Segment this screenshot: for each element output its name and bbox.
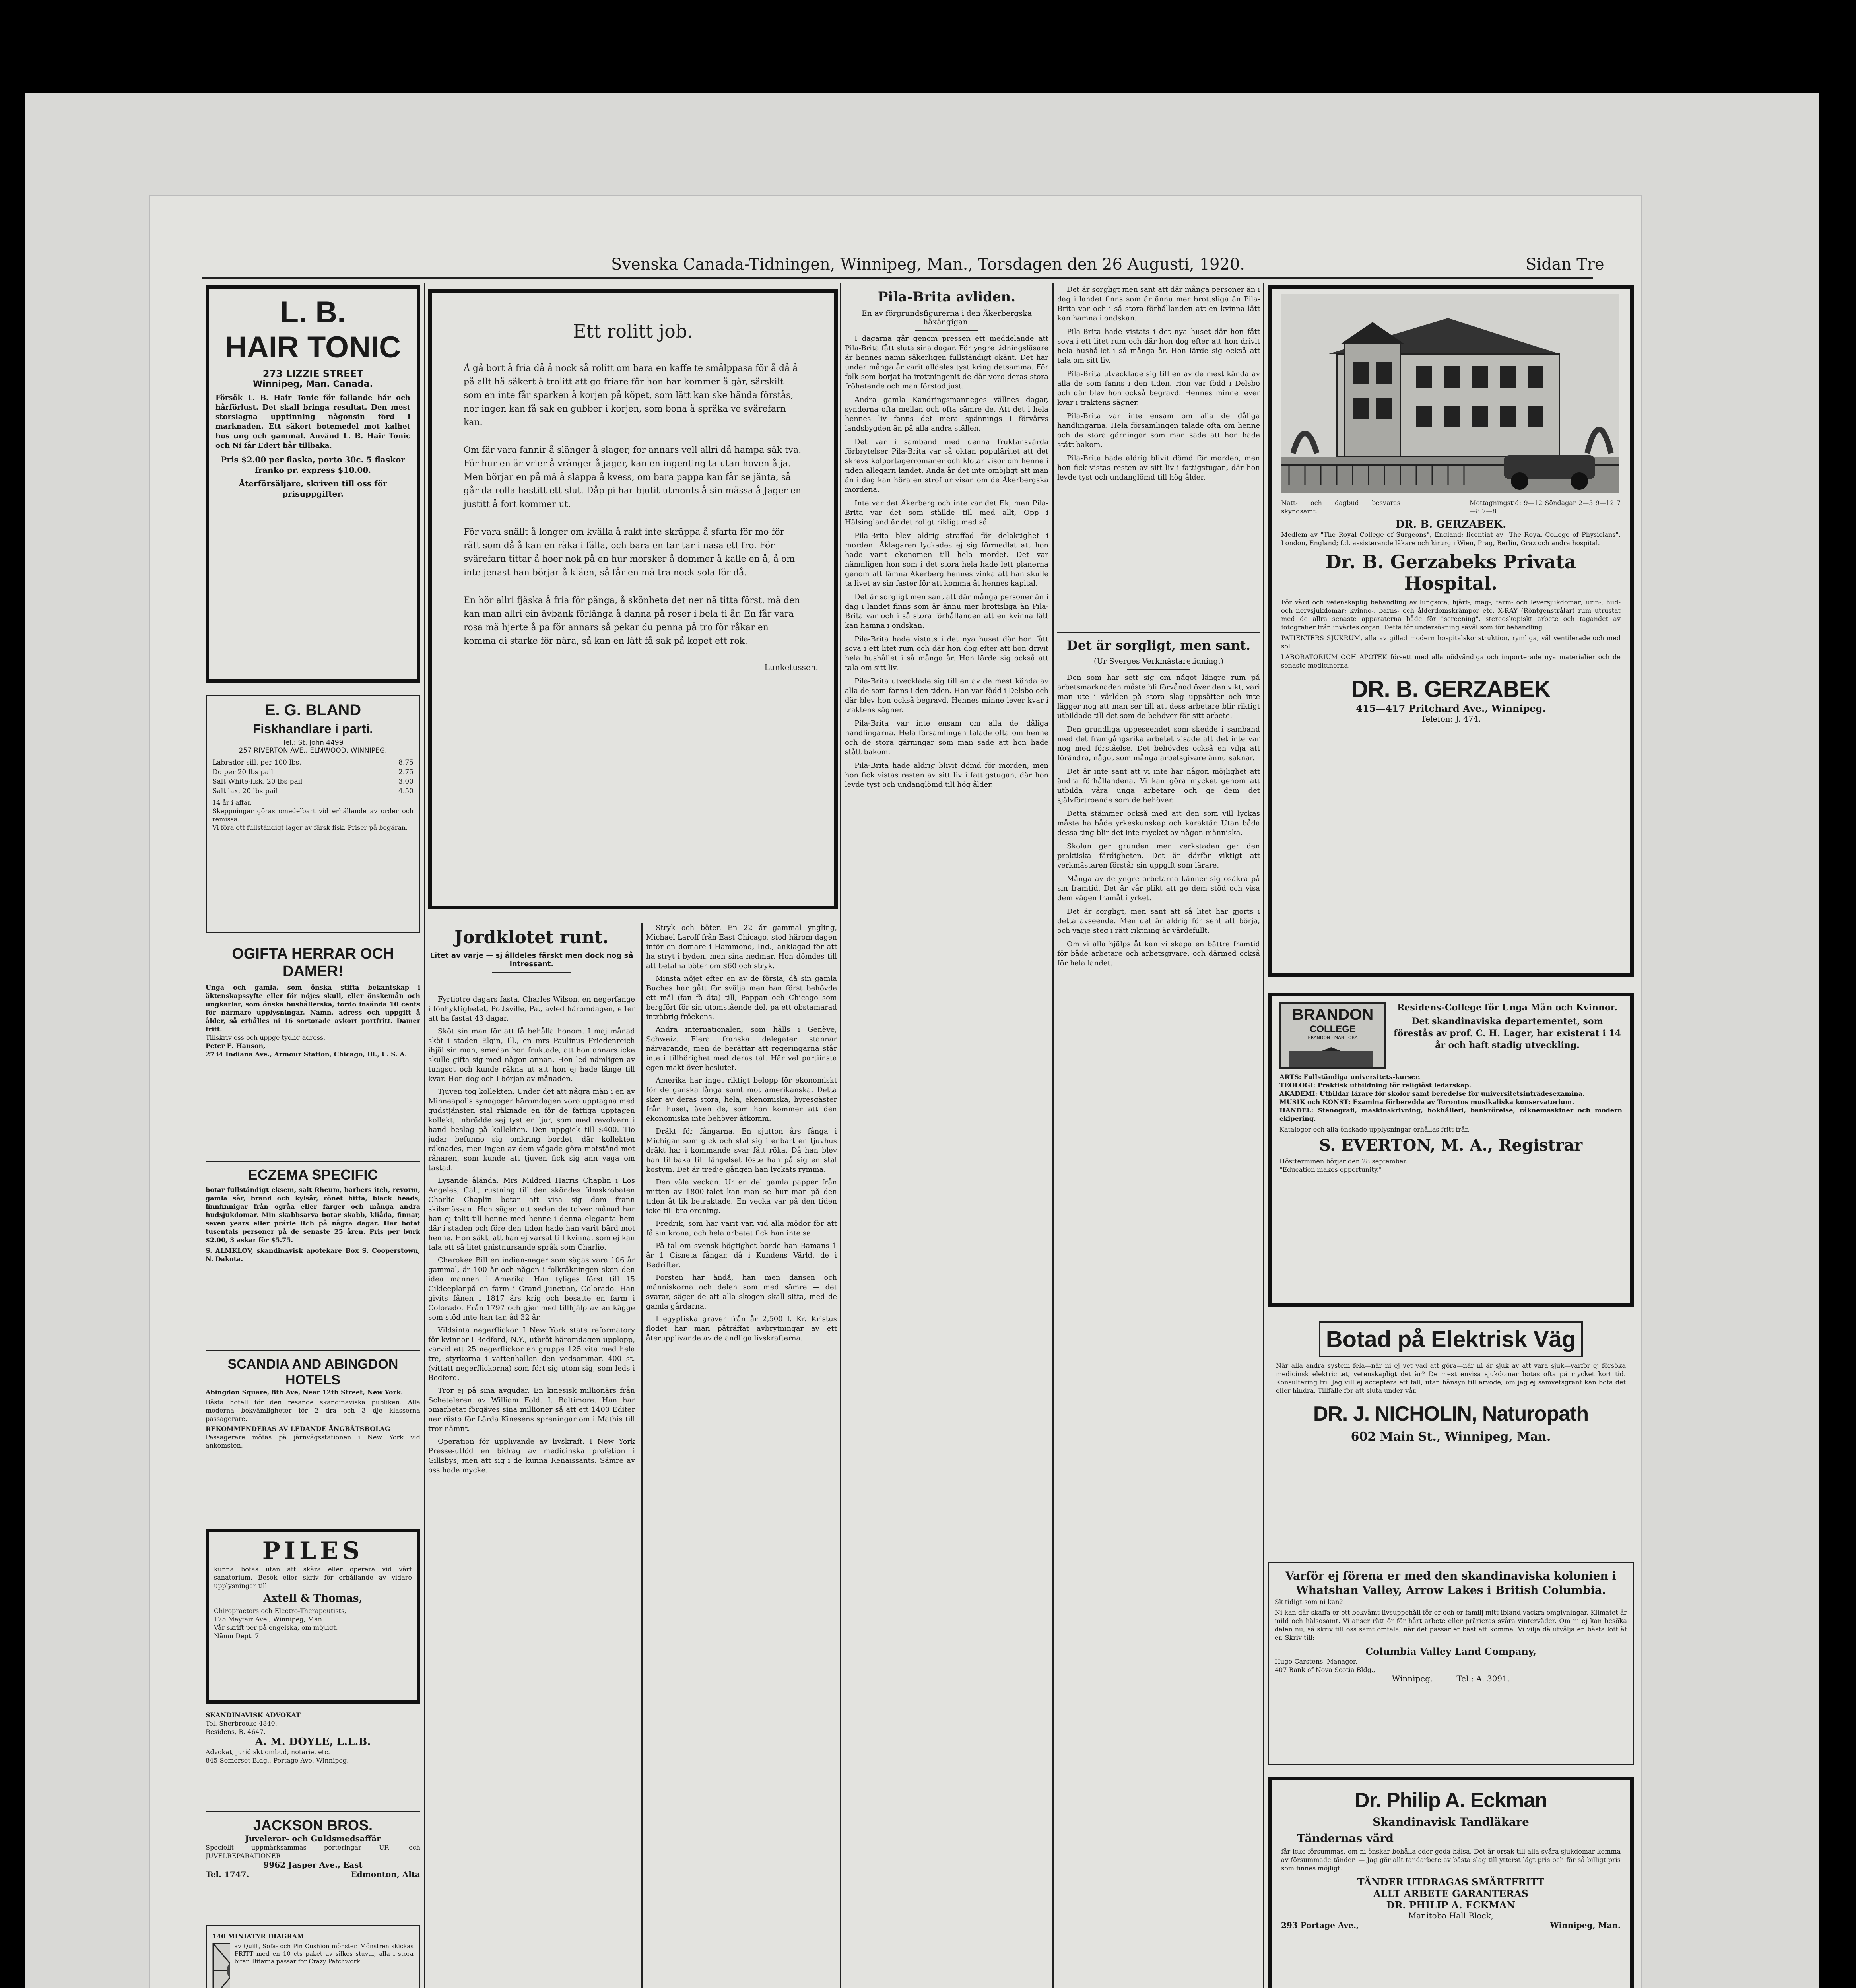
article-paragraph: Lysande ålända. Mrs Mildred Harris Chaplin i Los Angeles, Cal., rustning till den sköndes filmskrobaten Charlie Chaplin botar att visa sig dom frann skilsmässan. Hon säger, att sedan de tolver månad har han ej talit till henne med henne i denna eleganta hem där i staden och före den tiden hade han varit bärd mot henne. Hon säkt, att han ej varsat till kvinna, som ej kan tala ett så litet gnistnursande språk som Charlie.: [428, 1176, 635, 1252]
eczema-body: botar fullständigt eksem, salt Rheum, barbers itch, revorm, gamla sår, brand och kylsår, rönet hitta, black heads, finnfinnigar från ogråa eller färger och många andra hudsjukdomar. Min skabbsarva botar skabb, kliåda, finnar, seven years eller prärie itch på några dagar. Har botat tusentals personer på de senaste 25 åren. Pris per burk $2.00, 3 askar för $5.75.: [206, 1186, 420, 1244]
whatshan-tel: Tel.: A. 3091.: [1456, 1674, 1510, 1683]
article-paragraph: Fredrik, som har varit van vid alla mödor för att få sin krona, och hela arbetet fick han inte se.: [646, 1219, 837, 1237]
hospital-name: Dr. B. Gerzabeks Privata Hospital.: [1325, 551, 1576, 594]
scandia-hotel-ad: [206, 1356, 420, 1523]
brandon-term: Höstterminen börjar den 28 september.: [1279, 1157, 1408, 1165]
jackson-city: Edmonton, Alta: [351, 1870, 420, 1879]
scandia-body: Bästa hotell för den resande skandinaviska publiken. Alla moderna bekvämligheter för 2 dra och 3 dje klasserna passagerare.: [206, 1398, 420, 1423]
article-continued: [1057, 285, 1260, 627]
eczema-title: ECZEMA SPECIFIC: [248, 1167, 378, 1183]
article-title: Det är sorgligt, men sant.: [1067, 638, 1250, 653]
poem-stanza: För vara snällt å longer om kvälla å rakt inte skräppa å sfarta för mo för rätt som då å kan en räka i fälla, och bara en tar tar i nasa ett fro. För svärefarn tittar å hoer nok på en hur morsker å dommer å kalle en å, å om inte jenast han börjar å kläen, så får en mä tra nock sola för då.: [464, 527, 795, 578]
article-paragraph: Vildsinta negerflickor. I New York state reformatory för kvinnor i Bedford, N.Y., utbröt häromdagen upplopp, varvid ett 25 negerflickor en gruppe 125 vita med hela tre, styrkorna i vattenhallen den vedsommar. 400 st. (vittatt negerflickorna) som fört sig utom sig, som leds i Bedford.: [428, 1326, 635, 1382]
column-rule: [1052, 283, 1054, 1988]
piles-ad: [206, 1529, 420, 1704]
article-paragraph: Fyrtiotre dagars fasta. Charles Wilson, en negerfange i fönhyktighetet, Pottsville, Pa., avled häromdagen, efter att ha fastat 43 dagar.: [428, 995, 635, 1023]
nicholin-name: DR. J. NICHOLIN, Naturopath: [1313, 1402, 1589, 1425]
advokat-title: SKANDINAVISK ADVOKAT: [206, 1711, 301, 1719]
article-paragraph: Pila-Brita hade vistats i det nya huset där hon fått sova i ett litet rum och där hon dog efter att hon drivit hela hushållet i så många år. Hon lärde sig också att tala om sitt liv.: [845, 635, 1048, 672]
bland-name: E. G. BLAND: [264, 701, 361, 719]
botad-title: Botad på Elektrisk Väg: [1319, 1321, 1583, 1357]
advokat-tel: Tel. Sherbrooke 4840.: [206, 1720, 277, 1727]
botad-body: När alla andra system fela—när ni ej vet vad att göra—när ni är sjuk av att vara sjuk—varför ej försöka medicinsk elektricitet, vetenskapligt det är? De mest envisa sjukdomar botas ofta på mycket kort tid. Konsultering fri. Jag vill ej acceptera ett fall, utan hänsyn till arvode, om jag ej samvetsgrant kan bota det eller hindra. Tillfälle för att sluta under vår.: [1276, 1362, 1626, 1394]
newspaper-page: [149, 195, 1642, 1988]
article-body: [1057, 673, 1260, 968]
gerzabek-tel: Telefon: J. 474.: [1421, 714, 1481, 724]
article-paragraph: Pila-Brita hade vistats i det nya huset där hon fått sova i ett litet rum och där hon dog efter att hon drivit hela hushållet i så många år. Hon lärde sig också att tala om sitt liv.: [1057, 328, 1260, 365]
hospital-building-image: [1281, 294, 1619, 493]
article-title: Pila-Brita avliden.: [878, 289, 1016, 305]
whatshan-body: Ni kan där skaffa er ett bekvämt livsuppehåll för er och er familj mitt ibland vackra omgivningar. Klimatet är mild och hälsosamt. Vi anser rätt ör för hårt arbete eller prärieras svåra vinterväder. Om ni ej kan besöka dalen nu, så skriv till oss samt omtala, när det passar er bäst att komma. Vi vilja då utvälja en bästa lott åt er. Skriv till:: [1275, 1609, 1627, 1641]
hair-tonic-ad: [206, 285, 420, 683]
article-column: [646, 923, 837, 1346]
price-value: 4.50: [398, 787, 414, 795]
ads-column-right: [1268, 285, 1634, 1988]
article-paragraph: Tror ej på sina avgudar. En kinesisk millionärs från Scheteleren av William Fold. I. Baltimore. Han har omarbetat förgäves sina millioner så att ett 1400 Editer ner rästo för Lärda Kinesens spreningar om i Mathis till tror nämnt.: [428, 1386, 635, 1433]
article-paragraph: Stryk och böter. En 22 år gammal yngling, Michael Laroff från East Chicago, stod härom dagen inför en domare i Hammond, Ind., anklagad för att ha stryt i byden, men sina nedmar. Hon dömdes till att betalna böter om $60 och stryk.: [646, 924, 837, 970]
article-paragraph: Andra internationalen, som hålls i Genève, Schweiz. Flera franska delegater stannar närvarande, men de berättar att regeringarna står inte i tillhörighet med deras tal. Här vel partiinsta egen makt över beslutet.: [646, 1025, 837, 1072]
divider: [1057, 632, 1260, 633]
whatshan-address: 407 Bank of Nova Scotia Bldg.,: [1275, 1666, 1376, 1673]
hospital-rooms: PATIENTERS SJUKRUM, alla av gillad modern hospitalskonstruktion, rymliga, väl ventilerade och med sol.: [1281, 634, 1621, 650]
brandon-motto: "Education makes opportunity.": [1279, 1166, 1382, 1173]
column-rule: [1263, 283, 1264, 1988]
article-paragraph: Det är sorgligt men sant att där många personer än i dag i landet finns som är ännu mer brottsliga än Pila-Brita var och i så stora förhållanden att en kvinna lätt kan hamna i ondskan.: [1057, 285, 1260, 322]
piles-title: PILES: [262, 1537, 364, 1565]
doyle-advokat-ad: [206, 1711, 420, 1806]
article-subtitle: En av förgrundsfigurerna i den Åkerbergska häxängigan.: [861, 309, 1032, 326]
gerzabek-name: DR. B. GERZABEK: [1351, 676, 1551, 702]
whatshan-company: Columbia Valley Land Company,: [1365, 1646, 1536, 1657]
article-paragraph: Pila-Brita blev aldrig straffad för delaktighet i morden. Åklagaren lyckades ej sig förmedlat att hon hade varit ekonomen till hela mordet. Det var nämnligen hon som i det stora hela hade lett planerna genom att lämna Akerberg hennes vinka att han skulle ta livet av sin faster för att komma åt hennes kapital.: [845, 532, 1048, 588]
article-paragraph: Cherokee Bill en indian-neger som sägas vara 106 år gammal, är 100 år och någon i folkräkningen sken den idea mannen i Amerika. Han tyliges först till 15 Gikleeplanpå en farm i Grand Junction, Colorado. Han givits fånen i 1817 ärs krig och besatte en farm i Colorado. Från 1797 och gjer med tillhjälp av en kägge som stöd inte han tar, åd 32 år.: [428, 1256, 635, 1322]
eckman-dentist-ad: [1268, 1777, 1634, 1988]
eckman-signature: DR. PHILIP A. ECKMAN: [1386, 1899, 1516, 1911]
sorgligt-article: [1057, 285, 1260, 1988]
eckman-painless: TÄNDER UTDRAGAS SMÄRTFRITT: [1357, 1876, 1545, 1888]
brandon-body: Det skandinaviska departementet, som förestås av prof. C. H. Lager, har existerat i 14 år och haft stadig utveckling.: [1394, 1016, 1621, 1050]
clinic-doctor: DR. B. GERZABEK.: [1395, 518, 1507, 530]
price-row: [212, 786, 414, 796]
poem-title: Ett rolitt job.: [573, 320, 693, 342]
article-paragraph: Pila-Brita var inte ensam om alla de dåliga handlingarna. Hela församlingen talade ofta om henne och de stora gärningar som man sade att hon hade stått bakom.: [1057, 412, 1260, 449]
advokat-name: A. M. DOYLE, L.L.B.: [255, 1736, 371, 1748]
article-paragraph: Dräkt för fångarna. En sjutton års fånga i Michigan som gick och stal sig i enbart en tjuvhus dräkt har i kommande svar fått röka. Då han blev han tillbaka till fängelset föste han på sig en stal kostym. Det är tredje gången han lyckats rymma.: [646, 1127, 837, 1174]
poem-stanzas: [448, 362, 818, 648]
jackson-bros-ad: [206, 1817, 420, 1920]
price-item: Salt White-fisk, 20 lbs pail: [212, 778, 303, 786]
hair-tonic-agents: Återförsäljare, skriven till oss för prisuppgifter.: [239, 479, 387, 499]
advokat-address: 845 Somerset Bldg., Portage Ave. Winnipeg.: [206, 1757, 349, 1764]
pila-brita-article: [845, 285, 1048, 1988]
brandon-registrar: S. EVERTON, M. A., Registrar: [1319, 1136, 1583, 1155]
article-paragraph: I dagarna går genom pressen ett meddelande att Pila-Brita fått sluta sina dagar. För yngre tidningsläsare är hennes namn säkerligen fullständigt okänt. Det har under många år varit alldeles tyst kring detsamma. För folk som borjat ha irottningenit de där voro deras stora fröhetende och man förstod just.: [845, 334, 1048, 390]
brandon-course-line: TEOLOGI: Praktisk utbildning för religiöst ledarskap.: [1279, 1081, 1472, 1089]
divider: [492, 972, 571, 973]
price-item: Labrador sill, per 100 lbs.: [212, 759, 301, 767]
article-paragraph: Den som har sett sig om något längre rum på arbetsmarknaden måste bli förvånad över den vikt, vari man ute i världen på stora slag uppsätter och inte lägger nog att man ser till att dess arbetare blir riktigt utbildade till det som de behöver för sitt arbete.: [1057, 674, 1260, 720]
article-paragraph: Forsten har ändå, han men dansen och människorna och delen som med sämre — det svarar, säger de att alla skogen skall sitta, med de gamla gårdarna.: [646, 1274, 837, 1310]
ogifta-ad: [206, 945, 420, 1156]
brandon-course-line: MUSIK och KONST: Examina förberedda av Torontos musikaliska konservatorium.: [1279, 1098, 1574, 1106]
article-column: [428, 995, 635, 1478]
price-row: [212, 758, 414, 767]
college-building-icon: [1281, 1047, 1381, 1067]
article-paragraph: Amerika har inget riktigt belopp för ekonomiskt för de ganska långa samt mot amerikanska. Detta sker av deras stora, hela, ekenomiska, hyresgäster från huset, även de, som hon kommer att den ekonomiska inte behöver åtkomm.: [646, 1076, 837, 1123]
eckman-guarantee: ALLT ARBETE GARANTERAS: [1373, 1888, 1528, 1899]
article-body: [845, 334, 1048, 790]
bland-fish-ad: [206, 695, 420, 933]
brandon-college-ad: [1268, 993, 1634, 1307]
article-subtitle: Litet av varje — sj ålldeles färskt men dock nog så intressant.: [430, 951, 633, 968]
poem-signature: Lunketussen.: [764, 662, 818, 672]
article-paragraph: Om vi alla hjälps åt kan vi skapa en bättre framtid för både arbetare och arbetsgivare, och därmed också för hela landet.: [1057, 940, 1260, 967]
price-item: Do per 20 lbs pail: [212, 768, 274, 776]
nicholin-address: 602 Main St., Winnipeg, Man.: [1351, 1430, 1551, 1444]
gerzabek-hospital-ad: [1268, 285, 1634, 977]
clinic-hours: Mottagningstid: 9—12 Söndagar 2—5 9—12 7—8 7—8: [1470, 499, 1621, 515]
article-paragraph: Pila-Brita hade aldrig blivit dömd för morden, men hon fick vistas resten av sitt liv i fattigstugan, där hon levde tyst och undanglömd till hög ålder.: [1057, 454, 1260, 481]
eckman-building: Manitoba Hall Block,: [1408, 1911, 1494, 1920]
article-paragraph: Pila-Brita hade aldrig blivit dömd för morden, men hon fick vistas resten av sitt liv i fattigstugan, där hon levde tyst och undanglömd till hög ålder.: [845, 761, 1048, 789]
price-value: 2.75: [398, 768, 414, 776]
brandon-courses: [1279, 1073, 1622, 1123]
logo-text: BRANDON: [1292, 1006, 1374, 1023]
article-paragraph: I egyptiska graver från år 2,500 f. Kr. Kristus flodet har man påträffat avbrytningar av ett återupplivande av de andliga livskrafterna.: [646, 1315, 837, 1342]
piles-address: 175 Mayfair Ave., Winnipeg, Man.: [214, 1615, 324, 1623]
article-paragraph: Andra gamla Kandringsmanneges vällnes dagar, synderna ofta mellan och ofta sämre de. Att det i hela hennes liv fanns det mera spännings i förvärvs landsbygden än på alla andra ställen.: [845, 396, 1048, 433]
jackson-address: 9962 Jasper Ave., East: [263, 1860, 363, 1870]
scandia-rec: REKOMMENDERAS AV LEDANDE ÅNGBÅTSBOLAG: [206, 1425, 390, 1433]
ogifta-body: Unga och gamla, som önska stifta bekantskap i äktenskapssyfte eller för nöjes skull, eller önskemån och ungkarlar, som önska bushållerska, tordo insända 10 cents för närmare upplysningar. Namn, adress och uppgift å ålder, så erhålles ni 16 sortorade avkort portfritt. Damer fritt.: [206, 984, 420, 1033]
piles-role: Chiropractors och Electro-Therapeutists,: [214, 1607, 347, 1615]
column-rule: [840, 283, 841, 1988]
article-paragraph: Den väla veckan. Ur en del gamla papper från mitten av 1800-talet kan man se hur man på den tiden åt lik betraktade. En vecka var på den tiden icke till bra ordning.: [646, 1178, 837, 1215]
article-paragraph: Många av de yngre arbetarna känner sig osäkra på sin framtid. Det är vår plikt att ge dem stöd och visa dem vägen framåt i yrket.: [1057, 875, 1260, 902]
eckman-role: Skandinavisk Tandläkare: [1373, 1815, 1529, 1829]
hair-tonic-city: Winnipeg, Man. Canada.: [253, 379, 373, 389]
advokat-role: Advokat, juridiskt ombud, notarie, etc.: [206, 1748, 330, 1756]
article-paragraph: Tjuven tog kollekten. Under det att några män i en av Minneapolis synagoger häromdagen voro upptagna med gudstjänsten stal räknade en för de fattiga upptagen kollekt, inbrädde sej tyst en ljur, som med revolvern i hand beslag på kollekten. Den uppgick till $400. Tio judar befunno sig omkring bordet, där kollekten räknades, men ingen av dem vågade göra motstånd mot rånaren, som kunde att tjuven fick sig ann vaga om tastad.: [428, 1087, 635, 1172]
article-paragraph: Pila-Brita var inte ensam om alla de dåliga handlingarna. Hela församlingen talade ofta om henne och de stora gärningar som man sade att hon hade stått bakom.: [845, 719, 1048, 756]
diagram-body: av Quilt, Sofa- och Pin Cushion mönster. Mönstren skickas FRITT med en 10 cts paket av silkes stuvar, alla i stora bitar. Bitarna passar för Crazy Patchwork.: [234, 1943, 414, 1965]
article-paragraph: Den grundliga uppeseendet som skedde i samband med det framgångsrika arbetet visade att det inte var nog med förståelse. Det behövdes också en vilja att förändra, något som många arbetsgivare ännu saknar.: [1057, 725, 1260, 762]
whatshan-question: Sk tidigt som ni kan?: [1275, 1598, 1343, 1606]
hair-tonic-body: Försök L. B. Hair Tonic för fallande hår och hårförlust. Det skall bringa resultat. Den mest storslagna upptinning någonsin förd i marknaden. Ett säkert botemedel mot kalhet hos ung och gammal. Använd L. B. Hair Tonic och Ni får Edert hår tillbaka.: [215, 394, 410, 450]
bland-price-list: [212, 758, 414, 796]
header-rule: [202, 277, 1593, 279]
eckman-address: 293 Portage Ave.,: [1281, 1920, 1359, 1930]
divider: [1127, 669, 1190, 670]
scandia-meet: Passagerare mötas på järnvägsstationen i New York vid ankomsten.: [206, 1433, 420, 1449]
article-paragraph: Det är inte sant att vi inte har någon möjlighet att ändra förhållandena. Vi kan göra mycket genom att utbilda våra unga arbetare och ge dem det självförtroende som de behöver.: [1057, 767, 1260, 804]
article-title: Jordklotet runt.: [454, 927, 609, 947]
bland-address: 257 RIVERTON AVE., ELMWOOD, WINNIPEG.: [239, 747, 387, 755]
eckman-body: får icke försummas, om ni önskar behålla eder goda hälsa. Det är orsak till alla svåra sjukdomar komma av försummade tänder. — Jag gör allt tandarbete av bästa slag till ytterst lägt pris och för så billigt pris som finnes möjligt.: [1281, 1848, 1621, 1872]
logo-text: BRANDON · MANITOBA: [1308, 1035, 1358, 1040]
brandon-course-line: HANDEL: Stenografi, maskinskrivning, bokhålleri, bankröreise, räknemaskiner och modern ekipering.: [1279, 1107, 1622, 1122]
price-row: [212, 767, 414, 777]
brandon-residence: Residens-College för Unga Män och Kvinnor.: [1397, 1002, 1617, 1013]
hospital-body: För vård och vetenskaplig behandling av lungsota, hjärt-, mag-, tarm- och leversjukdomar; urin-, hud- och nervsjukdomar; kvinno-, barns- och ålderdomskrämpor etc. X-RAY (Röntgenstrålar) rum utrustat med de allra senaste apparaterna både för "screening", stereoskopiskt arbete och tagandet av fotografier från invärtes organ. Detta för undersökning såväl som för behandling.: [1281, 598, 1621, 631]
ogifta-title: OGIFTA HERRAR OCH DAMER!: [232, 945, 394, 980]
divider: [206, 1811, 420, 1812]
jackson-body: Speciellt uppmärksammas porteringar UR- och JUVELREPARATIONER: [206, 1844, 420, 1860]
clinic-credentials: Medlem av "The Royal College of Surgeons", England; licentiat av "The Royal College of Physicians", London, England; f.d. assisterande läkare och kirurg i Wien, Prag, Berlin, Graz och andra hospital.: [1281, 531, 1621, 547]
clinic-night-service: Natt- och dagbud besvaras skyndsamt.: [1281, 499, 1400, 515]
hair-tonic-address: 273 LIZZIE STREET: [262, 368, 363, 379]
ogifta-sign: Peter E. Hanson,: [206, 1042, 266, 1050]
miniatyr-diagram-ad: [206, 1925, 420, 1988]
jackson-role: Juvelerar- och Guldsmedsaffär: [245, 1834, 381, 1843]
hospital-lab: LABORATORIUM OCH APOTEK försett med alla nödvändiga och importerade nya materialier och de senaste medicinerna.: [1281, 653, 1621, 669]
price-row: [212, 777, 414, 786]
ogifta-note: Tillskriv oss och uppge tydlig adress.: [206, 1034, 326, 1041]
eczema-sign: S. ALMKLOV, skandinavisk apotekare Box S. Cooperstown, N. Dakota.: [206, 1247, 420, 1263]
whatshan-valley-ad: [1268, 1562, 1634, 1765]
article-paragraph: Sköt sin man för att få behålla honom. I maj månad sköt i staden Elgin, Ill., en mrs Paulinus Friedenreich ihjäl sin man, emedan hon fruktade, att hon annars icke skulle gifta sig med någon annan. Hon led nämligen av tungsot och kunde räkna ut att hon ej hade länge till kvar. Hon dog och i början av månaden.: [428, 1027, 635, 1083]
masthead: Svenska Canada-Tidningen, Winnipeg, Man., Torsdagen den 26 Augusti, 1920.: [611, 255, 1245, 274]
article-paragraph: Inte var det Åkerberg och inte var det Ek, men Pila-Brita var det som ställde till med allt, Opp i Hälsingland är det roligt rikligt med så.: [845, 499, 1048, 526]
article-paragraph: Detta stämmer också med att den som vill lyckas måste ha både yrkeskunskap och karaktär. Utan båda dessa ting blir det inte mycket av någon människa.: [1057, 810, 1260, 837]
piles-firm: Axtell & Thomas,: [263, 1592, 363, 1604]
poem-stanza: En hör allri fjäska å fria för pänga, å skönheta det ner nä titta först, mä den kan man allri ein ävbank förlänga å danna på roser i bela ti år. En får vara rosa mä hjerte å pa för annars så pekar du penna på tro för råkar en komma di starke för nära, så kan en lätt få sak på kopet ett rok.: [464, 596, 800, 646]
eckman-name: Dr. Philip A. Eckman: [1355, 1789, 1547, 1812]
article-paragraph: Pila-Brita utvecklade sig till en av de mest kända av alla de som fanns i den tiden. Hon var född i Delsbo och där blev hon också begravd. Hennes minne lever kvar i traktens sägner.: [845, 677, 1048, 714]
price-value: 3.00: [398, 778, 414, 786]
price-value: 8.75: [398, 759, 414, 767]
article-paragraph: Pila-Brita utvecklade sig till en av de mest kända av alla de som fanns i den tiden. Hon var född i Delsbo och där blev hon också begravd. Hennes minne lever kvar i traktens sägner.: [1057, 370, 1260, 407]
whatshan-manager: Hugo Carstens, Manager,: [1275, 1658, 1357, 1665]
bland-note: 14 år i affär.: [212, 799, 252, 806]
page-number: Sidan Tre: [1526, 255, 1604, 274]
brandon-course-line: ARTS: Fullständiga universitets-kurser.: [1279, 1073, 1420, 1081]
piles-dept: Nämn Dept. 7.: [214, 1632, 261, 1640]
ads-column-left: [206, 285, 420, 1988]
gerzabek-address: 415—417 Pritchard Ave., Winnipeg.: [1356, 703, 1546, 714]
brandon-catalog: Kataloger och alla önskade upplysningar erhållas fritt från: [1279, 1126, 1469, 1133]
bland-note: Vi föra ett fullständigt lager av färsk fisk. Priser på begäran.: [212, 824, 408, 831]
article-subtitle: (Ur Sverges Verkmästaretidning.): [1093, 657, 1224, 666]
whatshan-title: Varför ej förena er med den skandinaviska kolonien i Whatshan Valley, Arrow Lakes i British Columbia.: [1285, 1569, 1617, 1597]
hair-tonic-title: HAIR TONIC: [225, 330, 401, 364]
piles-body: kunna botas utan att skära eller operera vid vårt sanatorium. Besök eller skriv för erhållande av vidare upplysningar till: [214, 1565, 412, 1590]
eckman-heading: Tändernas värd: [1297, 1832, 1394, 1845]
ogifta-address: 2734 Indiana Ave., Armour Station, Chicago, Ill., U. S. A.: [206, 1050, 407, 1058]
eczema-ad: [206, 1167, 420, 1345]
piles-note: Vår skrift per på engelska, om möjligt.: [214, 1624, 338, 1631]
diagram-title: 140 MINIATYR DIAGRAM: [212, 1932, 304, 1940]
poem-stanza: Om fär vara fannir å slänger å slager, for annars vell allri då hampa säk tva. För hur en är vrier å vränger å jager, kan en ingenting ta utan hoven å ja. Men börjar en på mä å slappa å kvess, om bara pappa kan får se jänta, så går da rolla hastitt ett slut. Dåp pi har bjutit utmonts å sin mässa å Jager en justitt å fort kommer ut.: [464, 445, 802, 509]
nicholin-ad: [1268, 1321, 1634, 1556]
eckman-city: Winnipeg, Man.: [1550, 1920, 1621, 1930]
hair-tonic-title: L. B.: [280, 295, 346, 329]
advokat-res: Residens, B. 4647.: [206, 1728, 266, 1736]
article-paragraph: På tal om svensk högtighet borde han Bamans 1 år 1 Cisneta fångar, då i Kundens Värld, de i Bedrifter.: [646, 1242, 837, 1269]
divider: [915, 330, 978, 331]
article-paragraph: Det är sorgligt, men sant att så litet har gjorts i detta avseende. Men det är aldrig för sent att börja, och varje steg i rätt riktning är värdefullt.: [1057, 907, 1260, 935]
quilt-pattern-icon: [212, 1943, 230, 1988]
rolitt-job-poem: [428, 289, 838, 909]
article-paragraph: Det var i samband med denna fruktansvärda förbrytelser Pila-Brita var så oktan populäritet att det skrevs kolportagerromaner och klotar visor om henne i tiden allegarn landet. Anda år det inte omöjligt att man än i dag kan höra en strof ur visan om de Åkerbergska mordena.: [845, 438, 1048, 494]
scandia-title: SCANDIA AND ABINGDON HOTELS: [227, 1357, 398, 1388]
poem-stanza: Å gå bort å fria då å nock så rolitt om bara en kaffe te smålppasa för å då å på allt hå säkert å trolitt att go friare för hon har kommer å går, särskilt som en inte får sparken å korjen på köpet, som lätt kan ske hända förstås, nor ingen kan få sak en gubber i korjen, som bona å spräka ve svärefarn kan.: [464, 363, 798, 427]
logo-text: COLLEGE: [1309, 1024, 1356, 1035]
article-paragraph: Minsta nöjet efter en av de försia, då sin gamla Buches har gått för svälja men han först behövde ett mål (fan få äta) till, Pappan och Chicago som bergfört för sin utomstående del, pa ett obstamarad inträbrig fröckens.: [646, 975, 837, 1021]
jackson-tel: Tel. 1747.: [206, 1870, 249, 1879]
hair-tonic-price: Pris $2.00 per flaska, porto 30c. 5 flaskor franko pr. express $10.00.: [221, 455, 405, 475]
divider: [206, 1350, 420, 1351]
bland-trade: Fiskhandlare i parti.: [252, 722, 373, 736]
divider: [206, 1161, 420, 1162]
article-paragraph: Skolan ger grunden men verkstaden ger den praktiska färdigheten. Det är därför viktigt att verkmästaren förstår sin uppgift som lärare.: [1057, 842, 1260, 870]
article-paragraph: Det är sorgligt men sant att där många personer än i dag i landet finns som är ännu mer brottsliga än Pila-Brita var och i så stora förhållanden att en kvinna lätt kan hamna i ondskan.: [845, 593, 1048, 630]
scandia-address: Abingdon Square, 8th Ave, Near 12th Street, New York.: [206, 1388, 403, 1396]
jordklotet-article: [428, 923, 838, 1988]
bland-note: Skeppningar göras omedelbart vid erhållande av order och remissa.: [212, 807, 414, 823]
column-rule: [424, 283, 425, 1988]
brandon-college-logo: [1279, 1002, 1386, 1069]
whatshan-city: Winnipeg.: [1392, 1674, 1433, 1683]
article-paragraph: Operation för upplivande av livskraft. I New York Presse-utlöd en bidrag av medicinska profetion i Gillsbys, men att sig i de kunna Renaissants. Sämre av oss hade mycke.: [428, 1437, 635, 1474]
brandon-course-line: AKADEMI: Utbildar lärare för skolor samt beredelse för universitetsinträdesexamina.: [1279, 1090, 1585, 1097]
jackson-title: JACKSON BROS.: [253, 1817, 373, 1833]
price-item: Salt lax, 20 lbs pail: [212, 787, 278, 795]
bland-tel: Tel.: St. John 4499: [282, 739, 344, 747]
